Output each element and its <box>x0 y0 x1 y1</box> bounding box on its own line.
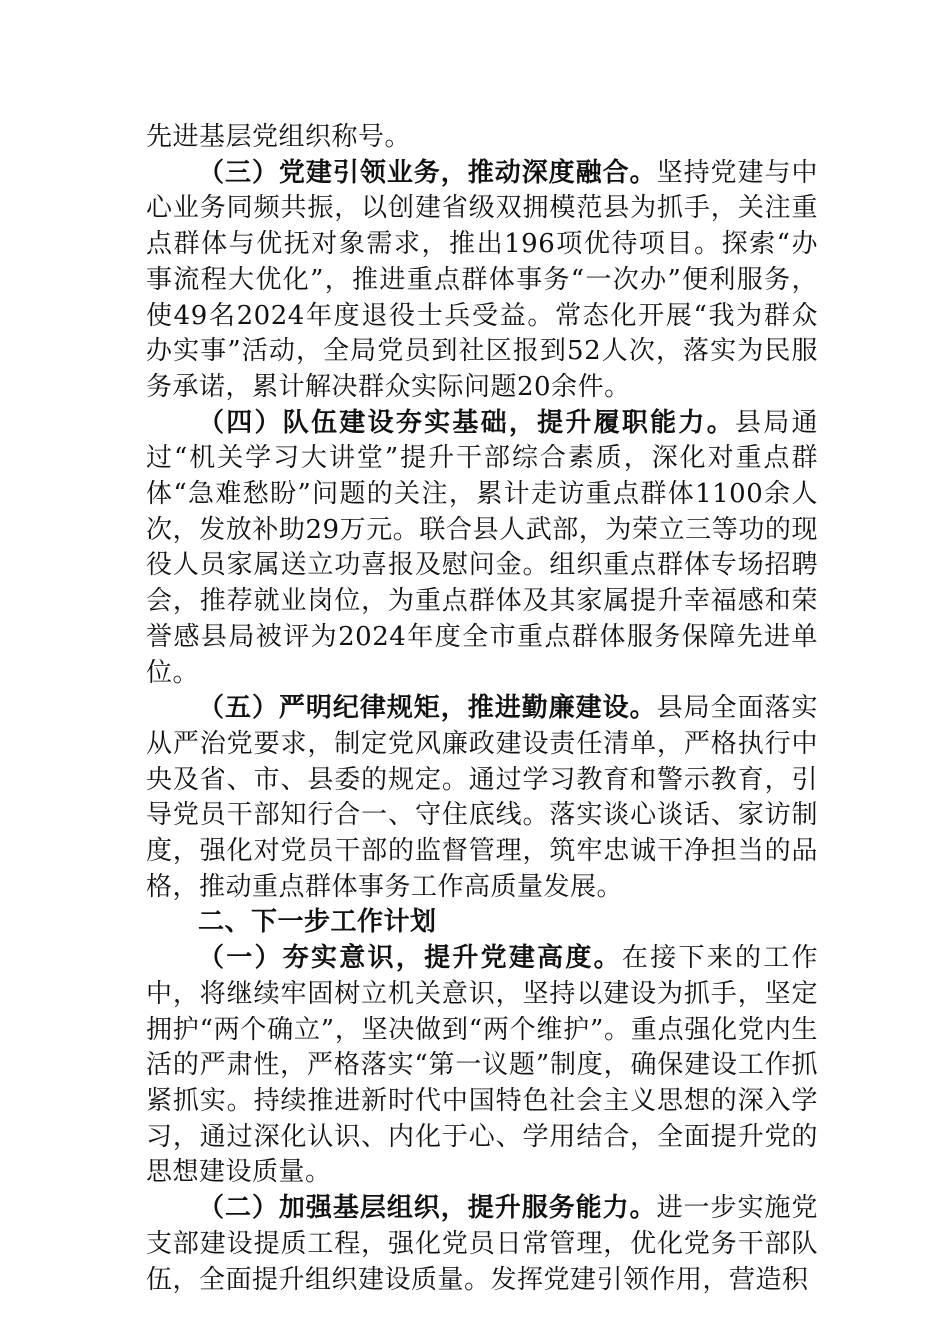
paragraph-heading: （三）党建引领业务，推动深度融合。 <box>198 157 657 188</box>
paragraph-heading: （二）加强基层组织，提升服务能力。 <box>198 1193 657 1224</box>
paragraph-text: 先进基层党组织称号。 <box>146 122 412 152</box>
paragraph-text: 县局全面落实从严治党要求，制定党风廉政建设责任清单，严格执行中央及省、市、县委的规定。通过学习教育和警示教育，引导党员干部知行合一、守住底线。落实谈心谈话、家访制度，强化对党员干部的监督管理，筑牢忠诚干净担当的品格，推动重点群体事务工作高质量发展。 <box>146 693 818 902</box>
paragraph-continuation <box>146 120 818 156</box>
paragraph-text: 县局通过“机关学习大讲堂”提升干部综合素质，深化对重点群体“急难愁盼”问题的关注，累计走访重点群体1100余人次，发放补助29万元。联合县人武部，为荣立三等功的现役人员家属送立功喜报及慰问金。组织重点群体专场招聘会，推荐就业岗位，为重点群体及其家属提升幸福感和荣誉感县局被评为2024年度全市重点群体服务保障先进单位。 <box>146 407 818 688</box>
paragraph-party-building-business <box>146 156 818 406</box>
paragraph-discipline <box>146 691 818 905</box>
paragraph-text: 在接下来的工作中，将继续牢固树立机关意识，坚持以建设为抓手，坚定拥护“两个确立”，坚决做到“两个维护”。重点强化党内生活的严肃性，严格落实“第一议题”制度，确保建设工作抓紧抓实。持续推进新时代中国特色社会主义思想的深入学习，通过深化认识、内化于心、学用结合，全面提升党的思想建设质量。 <box>146 943 818 1188</box>
paragraph-team-building <box>146 406 818 692</box>
document-body <box>146 120 818 1298</box>
paragraph-awareness <box>146 941 818 1191</box>
section-heading-next-plan: 二、下一步工作计划 <box>198 907 437 938</box>
paragraph-heading: （一）夯实意识，提升党建高度。 <box>198 943 622 974</box>
paragraph-heading: （五）严明纪律规矩，推进勤廉建设。 <box>198 693 657 724</box>
paragraph-grassroots <box>146 1191 818 1298</box>
paragraph-heading: （四）队伍建设夯实基础，提升履职能力。 <box>198 407 735 438</box>
paragraph-text: 进一步实施党支部建设提质工程，强化党员日常管理，优化党务干部队伍，全面提升组织建设质量。发挥党建引领作用，营造积 <box>146 1193 818 1295</box>
paragraph-text: 坚持党建与中心业务同频共振，以创建省级双拥模范县为抓手，关注重点群体与优抚对象需求，推出196项优待项目。探索“办事流程大优化”，推进重点群体事务“一次办”便利服务，使49名2024年度退役士兵受益。常态化开展“我为群众办实事”活动，全局党员到社区报到52人次，落实为民服务承诺，累计解决群众实际问题20余件。 <box>146 157 818 402</box>
